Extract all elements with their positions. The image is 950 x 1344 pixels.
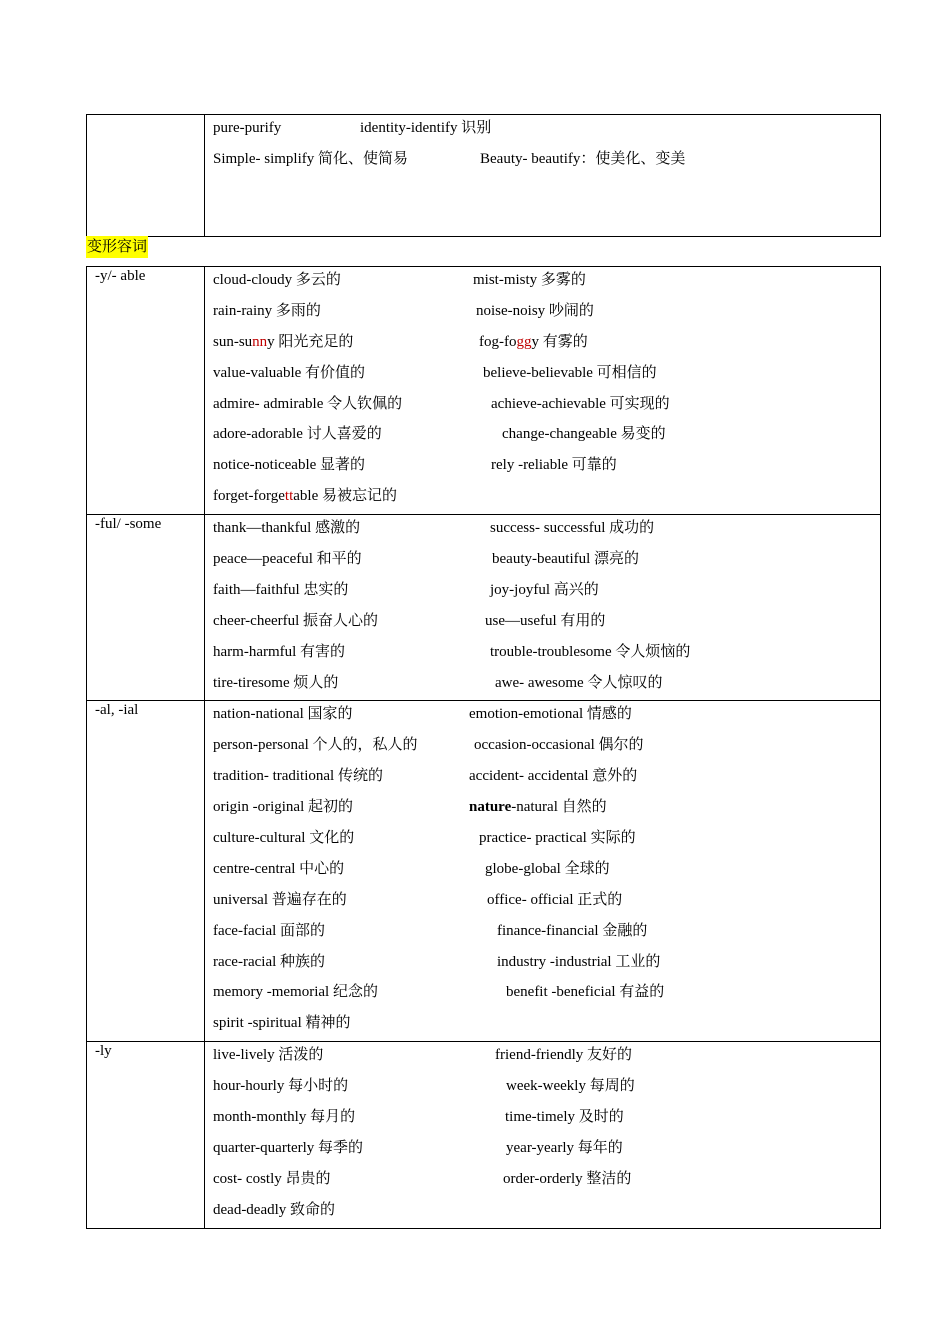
word-pair-left: month-monthly 每月的 xyxy=(213,1109,356,1126)
word-pair-right: accident- accidental 意外的 xyxy=(469,768,638,785)
word-pair-right: beauty-beautiful 漂亮的 xyxy=(492,551,640,568)
word-pair-left: Simple- simplify 简化、使简易 xyxy=(213,151,409,167)
word-pair-line xyxy=(213,639,880,670)
word-pair-left: cost- costly 昂贵的 xyxy=(213,1170,331,1187)
word-pair-line xyxy=(213,979,880,1010)
word-pair-right: rely -reliable 可靠的 xyxy=(491,457,617,474)
word-pair-left: spirit -spiritual 精神的 xyxy=(213,1015,351,1032)
word-pair-line xyxy=(213,1042,880,1073)
word-pair-left: dead-deadly 致命的 xyxy=(213,1201,336,1218)
word-pair-left: race-racial 种族的 xyxy=(213,953,326,970)
table-row xyxy=(87,115,881,237)
word-pair-left: person-personal 个人的，私人的 xyxy=(213,737,418,754)
word-part: fog-fo xyxy=(479,333,517,350)
word-pair-left: centre-central 中心的 xyxy=(213,860,345,877)
row-content-cell xyxy=(205,1042,881,1228)
word-pair-right: trouble-troublesome 令人烦恼的 xyxy=(490,643,691,660)
word-pair-line xyxy=(213,763,880,794)
word-pair-right: change-changeable 易变的 xyxy=(502,426,666,443)
word-pair-left: thank—thankful 感激的 xyxy=(213,520,361,537)
word-pair-left: tradition- traditional 传统的 xyxy=(213,768,383,785)
word-pair-left: memory -memorial 纪念的 xyxy=(213,984,378,1001)
word-pair-line xyxy=(213,360,880,391)
word-pair-line xyxy=(213,856,880,887)
word-pair-right: practice- practical 实际的 xyxy=(479,830,636,847)
word-part: y 阳光充足的 xyxy=(267,333,354,350)
word-pair-right: office- official 正式的 xyxy=(487,891,623,908)
word-pair-line xyxy=(213,267,880,298)
word-pair-left: value-valuable 有价值的 xyxy=(213,364,366,381)
word-pair-left: cloud-cloudy 多云的 xyxy=(213,272,341,288)
word-pair-right: order-orderly 整洁的 xyxy=(503,1170,632,1187)
word-pair-left xyxy=(213,483,397,509)
row-content-cell xyxy=(205,701,881,1042)
word-pair-left: tire-tiresome 烦人的 xyxy=(213,674,339,691)
word-pair-left: cheer-cheerful 振奋人心的 xyxy=(213,612,379,629)
word-pair-line xyxy=(213,452,880,483)
word-pair-line xyxy=(213,1010,880,1041)
highlighted-letters: nn xyxy=(252,333,268,350)
word-pair-left: culture-cultural 文化的 xyxy=(213,830,355,847)
word-pair-left: notice-noticeable 显著的 xyxy=(213,457,366,474)
verb-formation-table xyxy=(86,114,881,237)
word-pair-line xyxy=(213,732,880,763)
word-pair-line xyxy=(213,421,880,452)
word-pair-line xyxy=(213,701,880,732)
word-pair-right: noise-noisy 吵闹的 xyxy=(476,302,594,319)
word-pair-left: nation-national 国家的 xyxy=(213,706,353,723)
word-pair-line xyxy=(213,577,880,608)
word-pair-line xyxy=(213,1166,880,1197)
word-pair-left: faith—faithful 忠实的 xyxy=(213,581,349,598)
table-row xyxy=(87,515,881,701)
word-pair-line xyxy=(213,825,880,856)
word-pair-line xyxy=(213,146,880,177)
word-pair-right: globe-global 全球的 xyxy=(485,860,610,877)
word-pair-right: use—useful 有用的 xyxy=(485,612,606,629)
section-heading: 变形容词 xyxy=(86,236,148,258)
word-part: sun-su xyxy=(213,333,253,350)
row-content-cell xyxy=(205,115,881,237)
word-pair-right: finance-financial 金融的 xyxy=(497,922,648,939)
adjective-formation-table xyxy=(86,266,881,1229)
word-pair-left: pure-purify xyxy=(213,120,282,136)
word-pair-right: identity-identify 识别 xyxy=(360,120,492,136)
suffix-label: -y/- able xyxy=(87,267,205,515)
word-pair-left: hour-hourly 每小时的 xyxy=(213,1078,349,1095)
highlighted-letters: tt xyxy=(284,488,294,505)
row-label-cell xyxy=(87,115,205,237)
word-pair-line xyxy=(213,670,880,701)
word-pair-right: time-timely 及时的 xyxy=(505,1109,624,1126)
word-pair-line xyxy=(213,1073,880,1104)
suffix-label: -al, -ial xyxy=(87,701,205,1042)
word-pair-left: harm-harmful 有害的 xyxy=(213,643,346,660)
word-pair-left: quarter-quarterly 每季的 xyxy=(213,1139,364,1156)
word-pair-right xyxy=(479,329,588,355)
word-pair-right: benefit -beneficial 有益的 xyxy=(506,984,665,1001)
word-pair-left: admire- admirable 令人钦佩的 xyxy=(213,395,403,412)
table-row xyxy=(87,701,881,1042)
row-content-cell xyxy=(205,267,881,515)
row-content-cell xyxy=(205,515,881,701)
word-part: -natural 自然的 xyxy=(511,799,607,816)
word-pair-line xyxy=(213,949,880,980)
word-pair-line xyxy=(213,391,880,422)
word-pair-line xyxy=(213,1135,880,1166)
word-pair-right: year-yearly 每年的 xyxy=(506,1139,623,1156)
word-pair-right: mist-misty 多雾的 xyxy=(473,272,586,288)
word-part: forget-forge xyxy=(213,488,285,505)
suffix-label: -ly xyxy=(87,1042,205,1228)
word-pair-line xyxy=(213,918,880,949)
word-part: y 有雾的 xyxy=(531,333,588,350)
word-pair-line xyxy=(213,483,880,514)
word-pair-left: adore-adorable 讨人喜爱的 xyxy=(213,426,382,443)
word-pair-right: joy-joyful 高兴的 xyxy=(490,581,599,598)
word-pair-left: face-facial 面部的 xyxy=(213,922,326,939)
word-pair-line xyxy=(213,1104,880,1135)
word-pair-line xyxy=(213,1197,880,1228)
word-pair-left: rain-rainy 多雨的 xyxy=(213,302,321,319)
word-pair-line xyxy=(213,546,880,577)
word-pair-line xyxy=(213,515,880,546)
word-part: able 易被忘记的 xyxy=(293,488,397,505)
word-pair-right: week-weekly 每周的 xyxy=(506,1078,635,1095)
word-pair-right: friend-friendly 友好的 xyxy=(495,1047,633,1064)
word-pair-right: believe-believable 可相信的 xyxy=(483,364,657,381)
word-pair-line xyxy=(213,794,880,825)
word-pair-left: universal 普遍存在的 xyxy=(213,891,347,908)
table-row xyxy=(87,1042,881,1228)
word-pair-left: origin -original 起初的 xyxy=(213,799,353,816)
word-pair-line xyxy=(213,887,880,918)
highlighted-letters: gg xyxy=(516,333,532,350)
word-pair-right: awe- awesome 令人惊叹的 xyxy=(495,674,663,691)
table-row xyxy=(87,267,881,515)
word-pair-right: achieve-achievable 可实现的 xyxy=(491,395,670,412)
word-pair-left: live-lively 活泼的 xyxy=(213,1047,324,1064)
word-pair-line xyxy=(213,298,880,329)
suffix-label: -ful/ -some xyxy=(87,515,205,701)
bold-word: nature xyxy=(469,799,512,816)
word-pair-right: occasion-occasional 偶尔的 xyxy=(474,737,644,754)
word-pair-line xyxy=(213,115,880,146)
word-pair-line xyxy=(213,608,880,639)
word-pair-right: Beauty- beautify：使美化、变美 xyxy=(480,151,686,167)
word-pair-right xyxy=(469,794,607,820)
word-pair-left: peace—peaceful 和平的 xyxy=(213,551,362,568)
word-pair-right: emotion-emotional 情感的 xyxy=(469,706,632,723)
word-pair-right: industry -industrial 工业的 xyxy=(497,953,661,970)
word-pair-right: success- successful 成功的 xyxy=(490,520,655,537)
word-pair-left xyxy=(213,329,353,355)
word-pair-line xyxy=(213,329,880,360)
